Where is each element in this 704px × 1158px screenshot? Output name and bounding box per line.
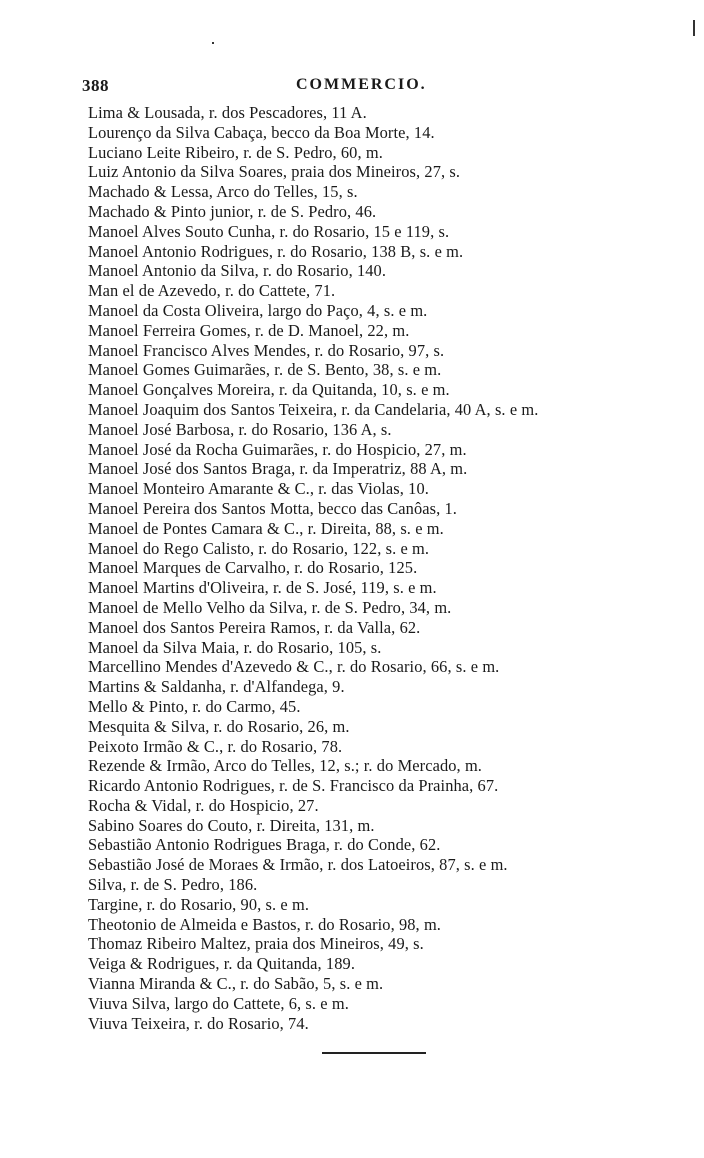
directory-entry: Theotonio de Almeida e Bastos, r. do Rosario, 98, m.: [88, 914, 442, 934]
directory-entry: Rocha & Vidal, r. do Hospicio, 27.: [88, 795, 319, 815]
directory-entry: Viuva Silva, largo do Cattete, 6, s. e m.: [88, 993, 349, 1013]
directory-entry: Lourenço da Silva Cabaça, becco da Boa Morte, 14.: [88, 122, 435, 142]
directory-entry: Manoel Francisco Alves Mendes, r. do Rosario, 97, s.: [88, 340, 445, 360]
directory-entry: Thomaz Ribeiro Maltez, praia dos Mineiros, 49, s.: [88, 934, 424, 954]
directory-entry: Manoel da Silva Maia, r. do Rosario, 105, s.: [88, 637, 382, 657]
directory-entry: Marcellino Mendes d'Azevedo & C., r. do Rosario, 66, s. e m.: [88, 657, 500, 677]
ink-speck: [212, 42, 214, 44]
directory-entry: Luciano Leite Ribeiro, r. de S. Pedro, 60, m.: [88, 142, 383, 162]
directory-entry: Manoel dos Santos Pereira Ramos, r. da Valla, 62.: [88, 617, 421, 637]
page-edge-mark: [693, 20, 695, 36]
directory-entry: Martins & Saldanha, r. d'Alfandega, 9.: [88, 677, 345, 697]
directory-entry: Manoel de Pontes Camara & C., r. Direita, 88, s. e m.: [88, 518, 444, 538]
page-header: [82, 76, 642, 98]
directory-entry: Manoel José da Rocha Guimarães, r. do Hospicio, 27, m.: [88, 439, 467, 459]
page-number: 388: [82, 76, 109, 95]
directory-entry: Ricardo Antonio Rodrigues, r. de S. Francisco da Prainha, 67.: [88, 776, 499, 796]
directory-entry: Manoel Martins d'Oliveira, r. de S. José, 119, s. e m.: [88, 578, 437, 598]
running-head: COMMERCIO.: [296, 76, 427, 93]
directory-entry: Manoel Pereira dos Santos Motta, becco das Canôas, 1.: [88, 498, 457, 518]
directory-entry: Manoel de Mello Velho da Silva, r. de S. Pedro, 34, m.: [88, 597, 452, 617]
directory-entry: Silva, r. de S. Pedro, 186.: [88, 875, 258, 895]
directory-entry: Manoel do Rego Calisto, r. do Rosario, 122, s. e m.: [88, 538, 430, 558]
closing-rule: [322, 1052, 426, 1054]
directory-entry: Manoel José dos Santos Braga, r. da Imperatriz, 88 A, m.: [88, 459, 468, 479]
directory-entry: Manoel Alves Souto Cunha, r. do Rosario, 15 e 119, s.: [88, 221, 450, 241]
directory-entry: Manoel Antonio Rodrigues, r. do Rosario, 138 B, s. e m.: [88, 241, 464, 261]
directory-entry: Lima & Lousada, r. dos Pescadores, 11 A.: [88, 103, 367, 122]
directory-entry: Manoel Ferreira Gomes, r. de D. Manoel, 22, m.: [88, 320, 410, 340]
directory-entry: Targine, r. do Rosario, 90, s. e m.: [88, 894, 310, 914]
directory-entry: Vianna Miranda & C., r. do Sabão, 5, s. e m.: [88, 974, 384, 994]
directory-entry: Machado & Lessa, Arco do Telles, 15, s.: [88, 182, 358, 202]
directory-entry: Veiga & Rodrigues, r. da Quitanda, 189.: [88, 954, 356, 974]
directory-entry: Manoel Marques de Carvalho, r. do Rosario, 125.: [88, 558, 418, 578]
directory-entry: Manoel Joaquim dos Santos Teixeira, r. da Candelaria, 40 A, s. e m.: [88, 399, 539, 419]
directory-entry: Manoel Gomes Guimarães, r. de S. Bento, 38, s. e m.: [88, 360, 442, 380]
directory-entry: Luiz Antonio da Silva Soares, praia dos Mineiros, 27, s.: [88, 162, 461, 182]
directory-entry: Manoel da Costa Oliveira, largo do Paço, 4, s. e m.: [88, 300, 428, 320]
directory-entry: Manoel José Barbosa, r. do Rosario, 136 A, s.: [88, 419, 392, 439]
directory-entry: Peixoto Irmão & C., r. do Rosario, 78.: [88, 736, 343, 756]
directory-entry: Mello & Pinto, r. do Carmo, 45.: [88, 696, 301, 716]
directory-entry: Sebastião José de Moraes & Irmão, r. dos Latoeiros, 87, s. e m.: [88, 855, 508, 875]
directory-entry: Manoel Antonio da Silva, r. do Rosario, 140.: [88, 261, 387, 281]
directory-list: [88, 103, 688, 1033]
directory-entry: Sabino Soares do Couto, r. Direita, 131, m.: [88, 815, 375, 835]
directory-entry: Mesquita & Silva, r. do Rosario, 26, m.: [88, 716, 350, 736]
directory-entry: Machado & Pinto junior, r. de S. Pedro, 46.: [88, 201, 377, 221]
directory-entry: Viuva Teixeira, r. do Rosario, 74.: [88, 1013, 309, 1033]
directory-entry: Man el de Azevedo, r. do Cattete, 71.: [88, 281, 336, 301]
directory-entry: Manoel Gonçalves Moreira, r. da Quitanda, 10, s. e m.: [88, 380, 450, 400]
directory-entry: Sebastião Antonio Rodrigues Braga, r. do Conde, 62.: [88, 835, 441, 855]
directory-entry: Rezende & Irmão, Arco do Telles, 12, s.; r. do Mercado, m.: [88, 756, 482, 776]
directory-entry: Manoel Monteiro Amarante & C., r. das Violas, 10.: [88, 479, 429, 499]
